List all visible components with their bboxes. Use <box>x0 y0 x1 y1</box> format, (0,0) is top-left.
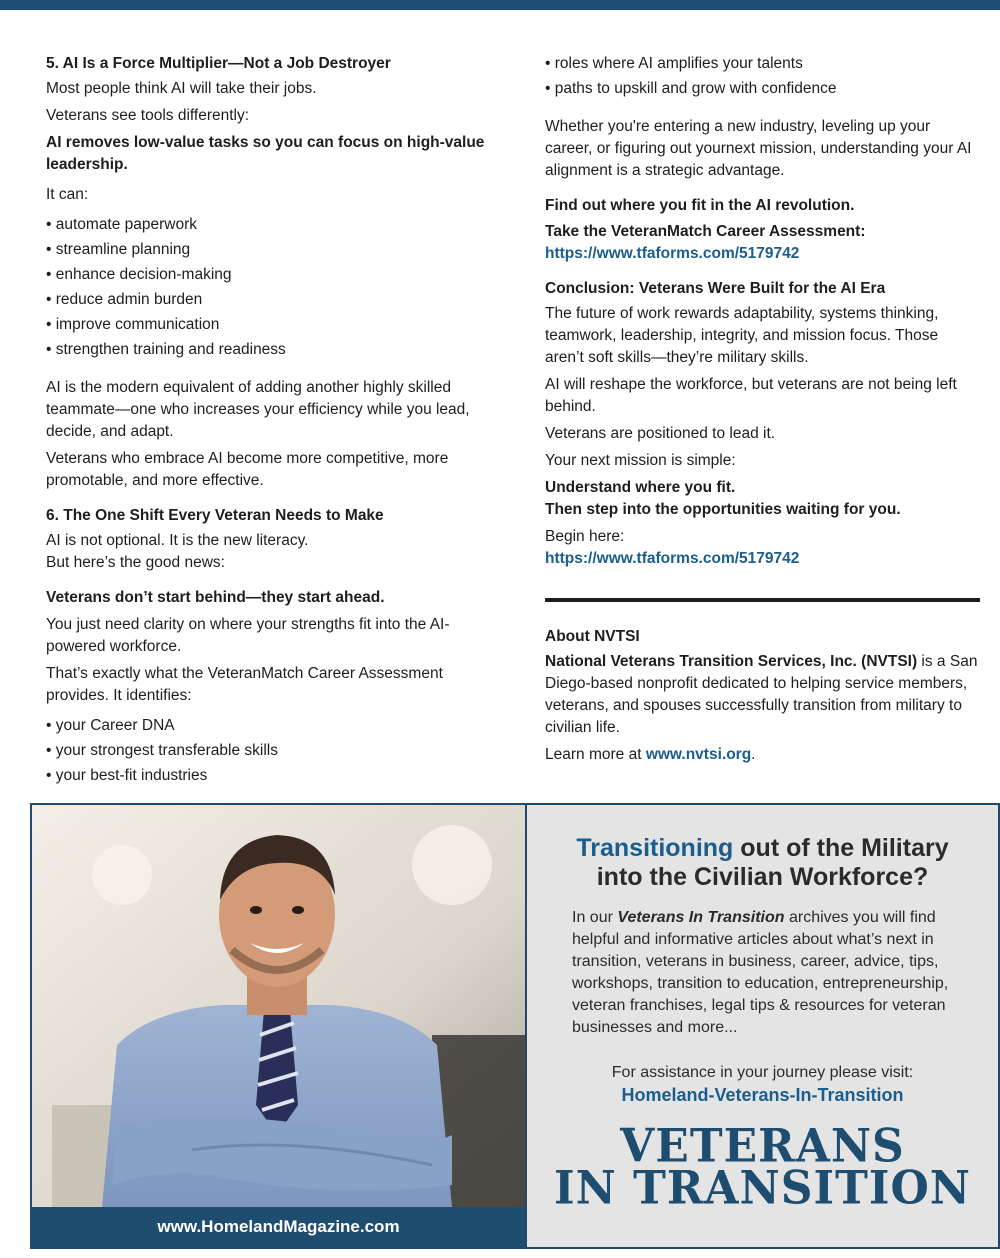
paragraph: But here’s the good news: <box>46 554 225 571</box>
bullet-list-continued <box>545 53 980 103</box>
section-divider <box>545 598 980 602</box>
list-item: • automate paperwork <box>46 214 486 239</box>
bold-statement: AI removes low-value tasks so you can focus on high-value leadership. <box>46 134 485 173</box>
organization-name: National Veterans Transition Services, Inc. (NVTSI) <box>545 653 918 670</box>
paragraph: Veterans see tools differently: <box>46 107 250 124</box>
smiling-man-illustration <box>32 805 525 1207</box>
paragraph: Most people think AI will take their jobs. <box>46 80 317 97</box>
paragraph: AI is the modern equivalent of adding another highly skilled teammate—one who increases your efficiency while you lead, decide, and adapt. <box>46 379 470 440</box>
bullet-list-identifies <box>46 715 486 790</box>
paragraph: Whether you're entering a new industry, leveling up your career, or figuring out yournext mission, understanding your AI alignment is a strategic advantage. <box>545 118 972 179</box>
paragraph: Begin here: <box>545 528 625 545</box>
list-item: • your best-fit industries <box>46 765 486 790</box>
list-item: • improve communication <box>46 314 486 339</box>
list-item: • reduce admin burden <box>46 289 486 314</box>
veterans-in-transition-ad <box>30 803 1000 1249</box>
ad-text-panel <box>525 805 998 1247</box>
bold-statement: Then step into the opportunities waiting for you. <box>545 501 901 518</box>
list-item: • your Career DNA <box>46 715 486 740</box>
headline-accent: Transitioning <box>576 834 734 862</box>
call-to-action-heading: Find out where you fit in the AI revolution. <box>545 197 855 214</box>
list-item: • paths to upskill and grow with confidence <box>545 78 980 103</box>
assessment-label: Take the VeteranMatch Career Assessment: <box>545 223 866 240</box>
learn-more-text: Learn more at <box>545 746 646 763</box>
logo-line-2: IN TRANSITION <box>553 1161 971 1216</box>
section-5-heading: 5. AI Is a Force Multiplier—Not a Job Destroyer <box>46 55 391 72</box>
assistance-text: For assistance in your journey please visit: <box>611 1064 914 1081</box>
about-heading: About NVTSI <box>545 628 640 645</box>
list-item: • roles where AI amplifies your talents <box>545 53 980 78</box>
bold-statement: Understand where you fit. <box>545 479 736 496</box>
learn-more-line <box>545 744 980 766</box>
headline-line-2: into the Civilian Workforce? <box>596 863 929 891</box>
paragraph: Veterans who embrace AI become more competitive, more promotable, and more effective. <box>46 450 449 489</box>
homeland-magazine-url[interactable]: www.HomelandMagazine.com <box>32 1207 525 1247</box>
logo-line-1: VETERANS <box>620 1119 905 1174</box>
paragraph: Veterans are positioned to lead it. <box>545 425 776 442</box>
begin-link[interactable]: https://www.tfaforms.com/5179742 <box>545 550 800 567</box>
list-item: • enhance decision-making <box>46 264 486 289</box>
list-item: • streamline planning <box>46 239 486 264</box>
list-item: • strengthen training and readiness <box>46 339 486 364</box>
body-rest: archives you will find helpful and informative articles about what’s next in transition, veterans in business, career, advice, tips, workshops, transition to education, entrepreneurship, veteran franchises, legal tips & resources for veteran businesses and more... <box>572 909 949 1036</box>
veterans-in-transition-logo <box>527 1119 998 1216</box>
about-description: is a San Diego-based nonprofit dedicated to helping service members, veterans, and spouses successfully transition from military to civilian life. <box>545 653 978 736</box>
article-right-column <box>545 53 980 766</box>
article-left-column <box>46 53 486 790</box>
headline-rest: out of the Military <box>733 834 949 862</box>
assessment-link[interactable]: https://www.tfaforms.com/5179742 <box>545 245 800 262</box>
paragraph: AI is not optional. It is the new literacy. <box>46 532 309 549</box>
paragraph: The future of work rewards adaptability, systems thinking, teamwork, leadership, integrity, and mission focus. Those aren’t soft skills—they’re military skills. <box>545 305 939 366</box>
paragraph: That’s exactly what the VeteranMatch Career Assessment provides. It identifies: <box>46 665 443 704</box>
list-item: • your strongest transferable skills <box>46 740 486 765</box>
ad-headline <box>527 834 998 892</box>
bold-statement: Veterans don’t start behind—they start ahead. <box>46 589 385 606</box>
archive-name: Veterans In Transition <box>617 909 785 926</box>
businessman-photo <box>32 805 525 1207</box>
conclusion-heading: Conclusion: Veterans Were Built for the AI Era <box>545 280 886 297</box>
bullet-list-ai-can <box>46 214 486 364</box>
paragraph: You just need clarity on where your strengths fit into the AI-powered workforce. <box>46 616 450 655</box>
homeland-veterans-link[interactable]: Homeland-Veterans-In-Transition <box>621 1085 904 1105</box>
paragraph: It can: <box>46 186 89 203</box>
ad-body-text <box>572 907 972 1039</box>
about-paragraph <box>545 651 980 739</box>
nvtsi-link[interactable]: www.nvtsi.org <box>645 746 752 763</box>
section-6-heading: 6. The One Shift Every Veteran Needs to Make <box>46 507 384 524</box>
paragraph: AI will reshape the workforce, but veterans are not being left behind. <box>545 376 957 415</box>
top-banner-bar <box>0 0 1000 10</box>
period: . <box>751 746 756 763</box>
paragraph: Your next mission is simple: <box>545 452 736 469</box>
body-prefix: In our <box>572 909 618 926</box>
